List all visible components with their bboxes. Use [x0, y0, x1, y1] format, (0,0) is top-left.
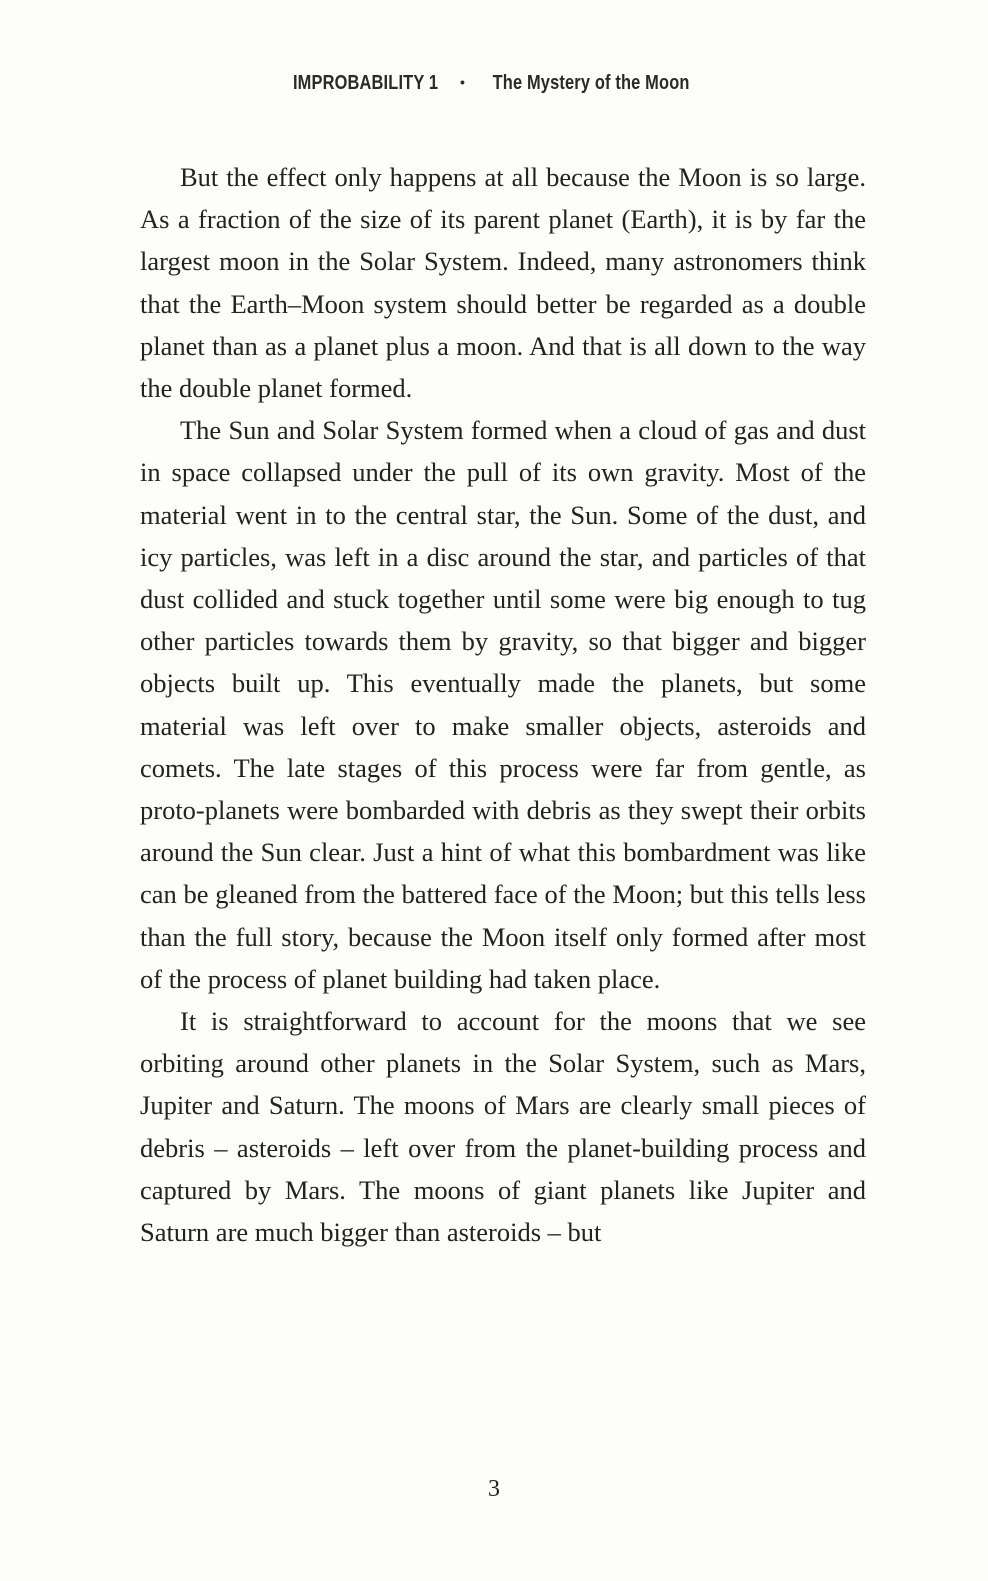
paragraph: It is straightforward to account for the moons that we see orbiting around other planets in the Solar System, such as Mars, Jupiter and Saturn. The moons of Mars are clearly small pieces of debris – asteroids – left over from the planet-building process and captured by Mars. The moons of giant planets like Jupiter and Saturn are much bigger than asteroids – but — [140, 1006, 866, 1248]
paragraph: The Sun and Solar System formed when a cloud of gas and dust in space collapsed under the pull of its own gravity. Most of the material went in to the central star, the Sun. Some of the dust, and icy particles, was left in a disc around the star, and particles of that dust collided and stuck together until some were big enough to tug other particles towards them by gravity, so that bigger and bigger objects built up. This eventually made the planets, but some material was left over to make smaller objects, asteroids and comets. The late stages of this process were far from gentle, as proto-planets were bombarded with debris as they swept their orbits around the Sun clear. Just a hint of what this bombardment was like can be gleaned from the battered face of the Moon; but this tells less than the full story, because the Moon itself only formed after most of the process of planet building had taken place. — [140, 415, 866, 994]
paragraph: But the effect only happens at all because the Moon is so large. As a fraction of the size of its parent planet (Earth), it is by far the largest moon in the Solar System. Indeed, many astronomers think that the Earth–Moon system should better be regarded as a double planet than as a planet plus a moon. And that is all down to the way the double planet formed. — [140, 162, 866, 404]
running-header — [0, 72, 988, 95]
running-header-book-title: IMPROBABILITY 1 — [292, 72, 439, 94]
page-number: 3 — [488, 1476, 500, 1502]
running-header-separator-icon: • — [460, 74, 465, 90]
running-header-chapter-title: The Mystery of the Moon — [492, 72, 690, 94]
body-text — [140, 156, 866, 1253]
